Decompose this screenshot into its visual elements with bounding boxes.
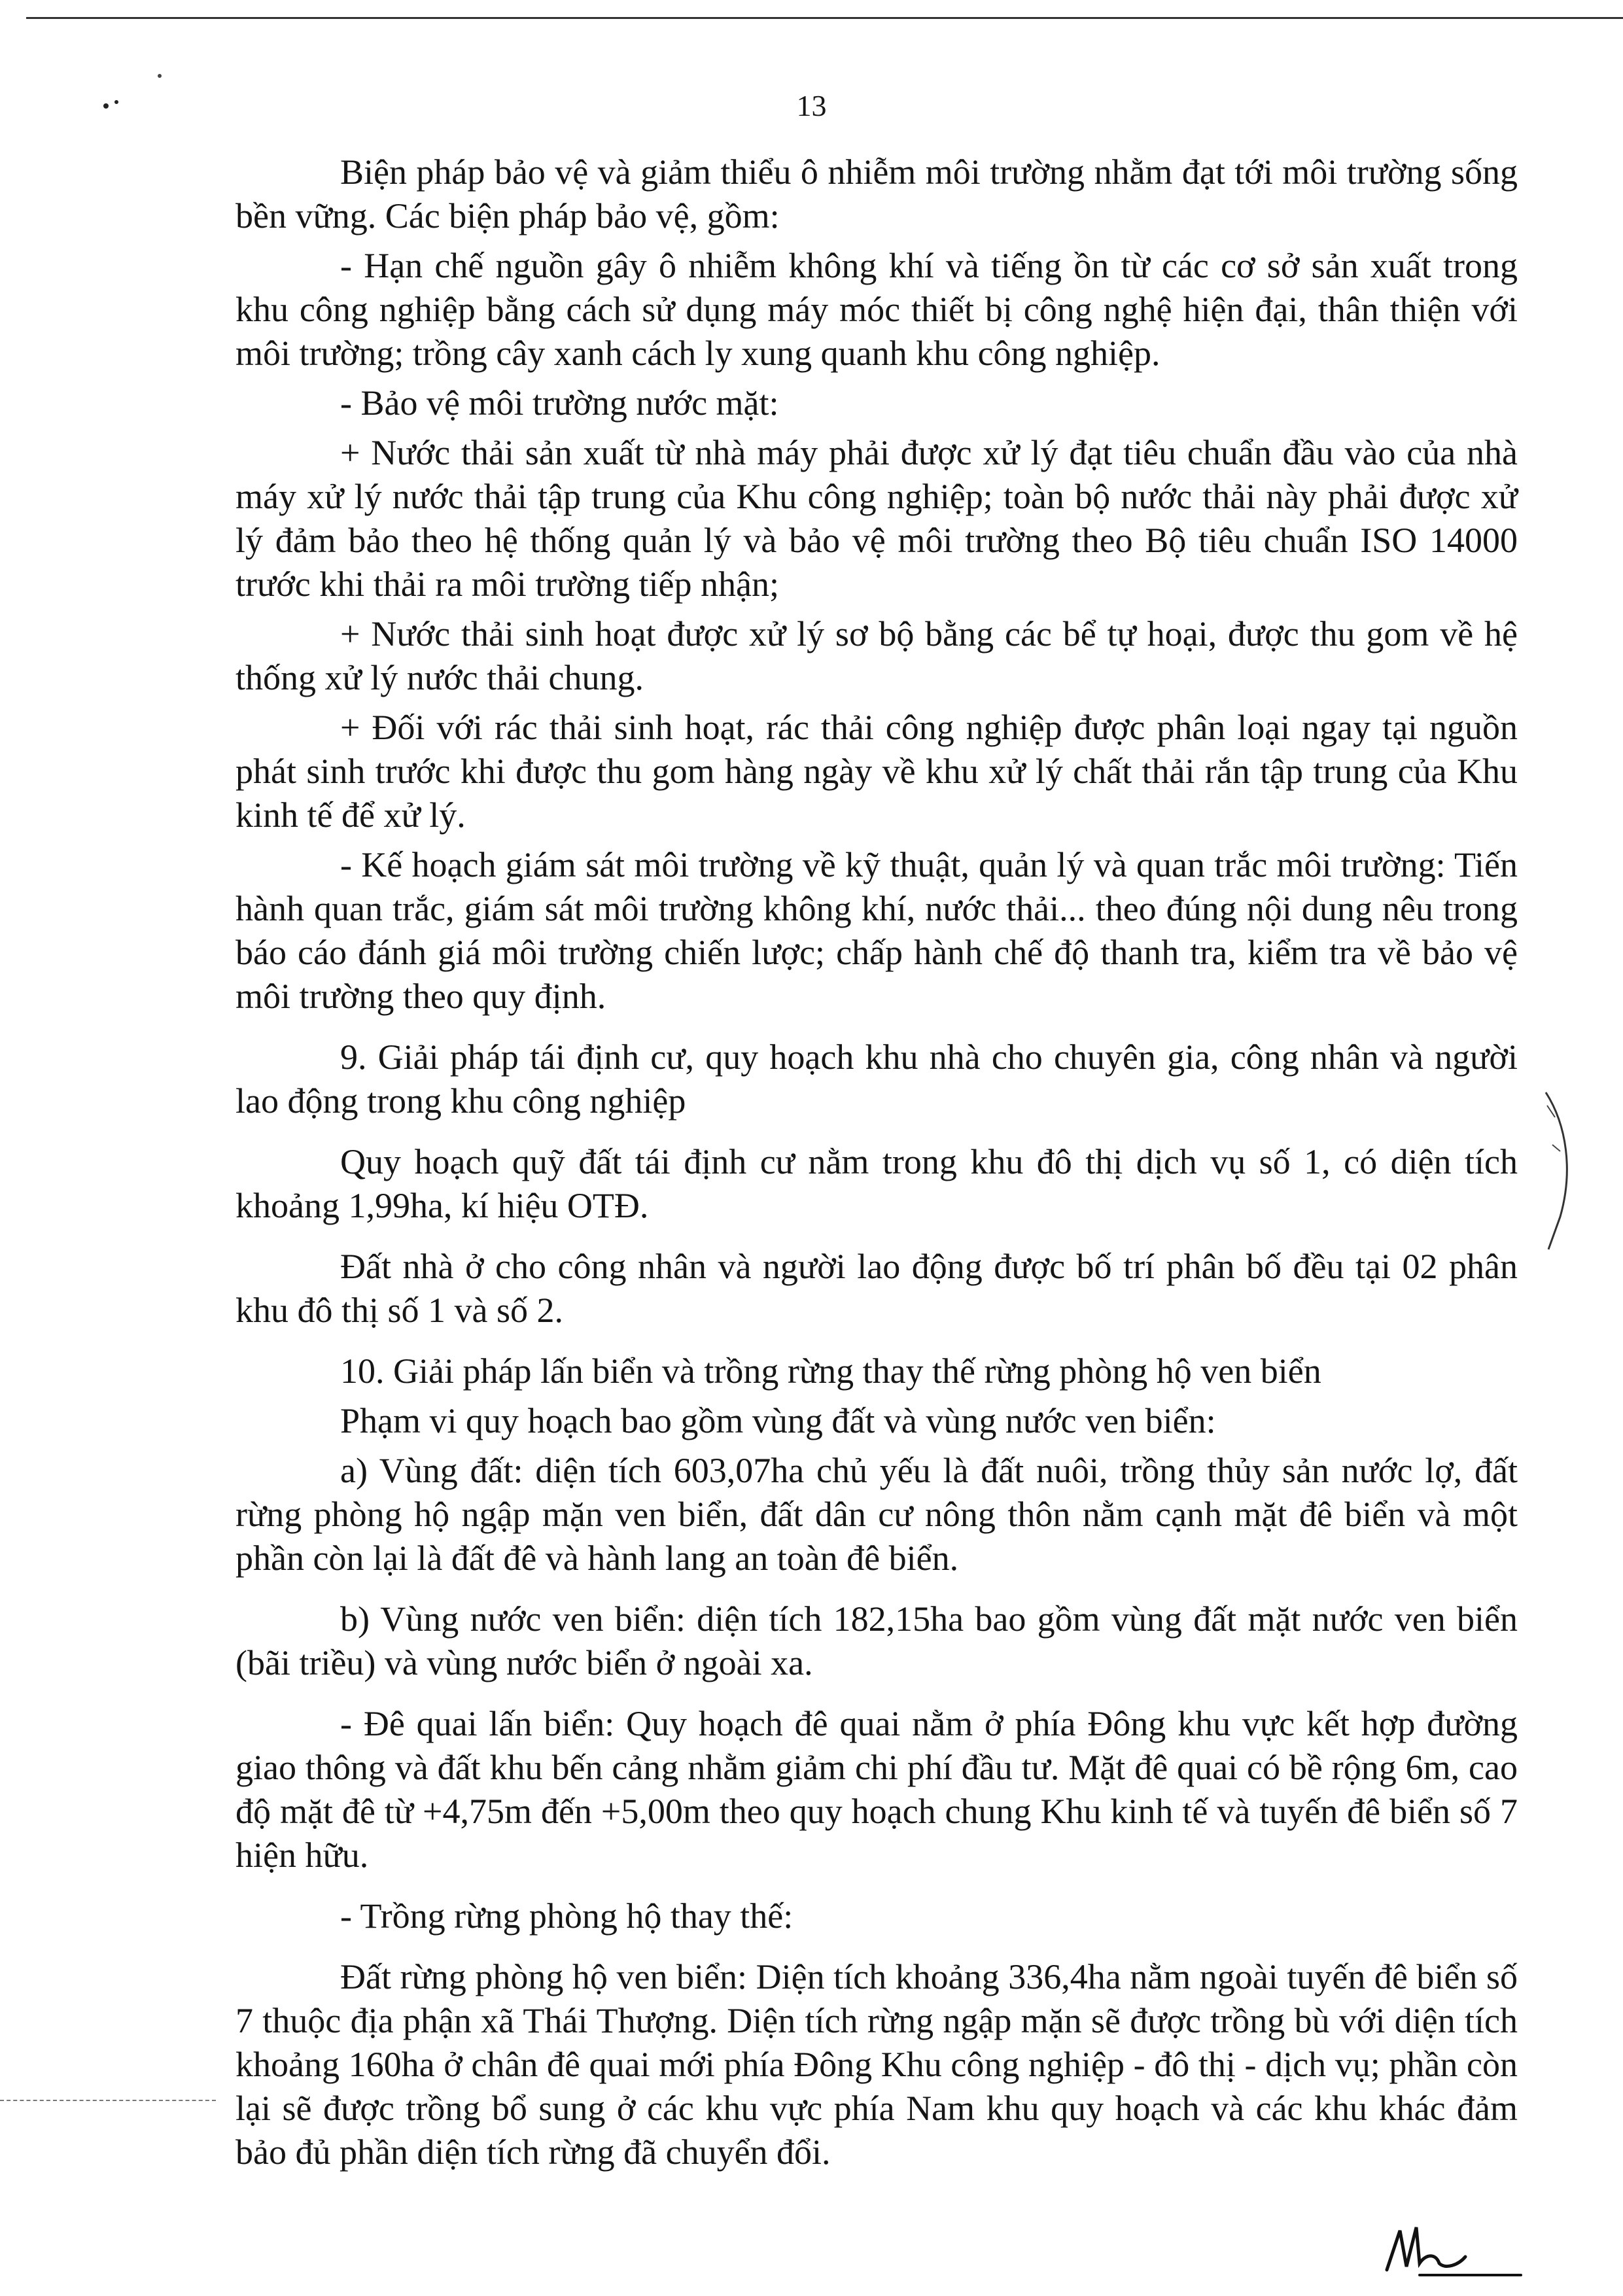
margin-bracket-mark — [1541, 1086, 1580, 1256]
paragraph-solid-waste: + Đối với rác thải sinh hoạt, rác thải công nghiệp được phân loại ngay tại nguồn phát sinh trước khi được thu gom hàng ngày về khu xử lý chất thải rắn tập trung của Khu kinh tế để xử lý. — [236, 708, 1518, 835]
paragraph-land-area: a) Vùng đất: diện tích 603,07ha chủ yếu là đất nuôi, trồng thủy sản nước lợ, đất rừng phòng hộ ngập mặn ven biển, đất dân cư nông thôn nằm cạnh mặt đê biển và một phần còn lại là đất đê và hành lang an toàn đê biển. — [236, 1451, 1518, 1578]
heading-section-9: 9. Giải pháp tái định cư, quy hoạch khu nhà cho chuyên gia, công nhân và người lao động trong khu công nghiệp — [236, 1037, 1518, 1121]
paragraph-industrial-wastewater: + Nước thải sản xuất từ nhà máy phải được xử lý đạt tiêu chuẩn đầu vào của nhà máy xử lý nước thải tập trung của Khu công nghiệp; toàn bộ nước thải này phải được xử lý đảm bảo theo hệ thống quản lý và bảo vệ môi trường theo Bộ tiêu chuẩn ISO 14000 trước khi thải ra môi trường tiếp nhận; — [236, 433, 1518, 604]
paragraph-surface-water: - Bảo vệ môi trường nước mặt: — [340, 383, 779, 423]
document-body — [236, 150, 1518, 2180]
paragraph-protection-forest: Đất rừng phòng hộ ven biển: Diện tích khoảng 336,4ha nằm ngoài tuyến đê biển số 7 thuộc địa phận xã Thái Thượng. Diện tích rừng ngập mặn sẽ được trồng bù với diện tích khoảng 160ha ở chân đê quai mới phía Đông Khu công nghiệp - đô thị - dịch vụ; phần còn lại sẽ được trồng bổ sung ở các khu vực phía Nam khu quy hoạch và các khu khác đảm bảo đủ phần diện tích rừng đã chuyển đổi. — [236, 1957, 1518, 2172]
paragraph-intro: Biện pháp bảo vệ và giảm thiểu ô nhiễm môi trường nhằm đạt tới môi trường sống bền vững. Các biện pháp bảo vệ, gồm: — [236, 152, 1518, 235]
paragraph-domestic-wastewater: + Nước thải sinh hoạt được xử lý sơ bộ bằng các bể tự hoại, được thu gom về hệ thống xử lý nước thải chung. — [236, 614, 1518, 697]
paragraph-monitoring-plan: - Kế hoạch giám sát môi trường về kỹ thuật, quản lý và quan trắc môi trường: Tiến hành quan trắc, giám sát môi trường không khí, nước thải... theo đúng nội dung nêu trong báo cáo đánh giá môi trường chiến lược; chấp hành chế độ thanh tra, kiểm tra về bảo vệ môi trường theo quy định. — [236, 845, 1518, 1016]
initials-signature — [1380, 2218, 1524, 2283]
paragraph-coastal-water: b) Vùng nước ven biển: diện tích 182,15ha bao gồm vùng đất mặt nước ven biển (bãi triều) và vùng nước biển ở ngoài xa. — [236, 1599, 1518, 1682]
paragraph-sea-dike: - Đê quai lấn biển: Quy hoạch đê quai nằm ở phía Đông khu vực kết hợp đường giao thông và đất khu bến cảng nhằm giảm chi phí đầu tư. Mặt đê quai có bề rộng 6m, cao độ mặt đê từ +4,75m đến +5,00m theo quy hoạch chung Khu kinh tế và tuyến đê biển số 7 hiện hữu. — [236, 1704, 1518, 1875]
paragraph-planning-scope: Phạm vi quy hoạch bao gồm vùng đất và vùng nước ven biển: — [340, 1401, 1216, 1440]
heading-section-10: 10. Giải pháp lấn biển và trồng rừng thay thế rừng phòng hộ ven biển — [340, 1351, 1321, 1391]
paragraph-air-noise: - Hạn chế nguồn gây ô nhiễm không khí và tiếng ồn từ các cơ sở sản xuất trong khu công nghiệp bằng cách sử dụng máy móc thiết bị công nghệ hiện đại, thân thiện với môi trường; trồng cây xanh cách ly xung quanh khu công nghiệp. — [236, 246, 1518, 373]
paragraph-reforestation-heading: - Trồng rừng phòng hộ thay thế: — [340, 1896, 794, 1936]
paragraph-worker-housing: Đất nhà ở cho công nhân và người lao động được bố trí phân bố đều tại 02 phân khu đô thị số 1 và số 2. — [236, 1247, 1518, 1330]
top-border-line — [26, 17, 1623, 19]
margin-dash-line — [0, 2100, 216, 2101]
page-number: 13 — [796, 89, 827, 122]
paragraph-resettlement: Quy hoạch quỹ đất tái định cư nằm trong khu đô thị dịch vụ số 1, có diện tích khoảng 1,99ha, kí hiệu OTĐ. — [236, 1142, 1518, 1225]
